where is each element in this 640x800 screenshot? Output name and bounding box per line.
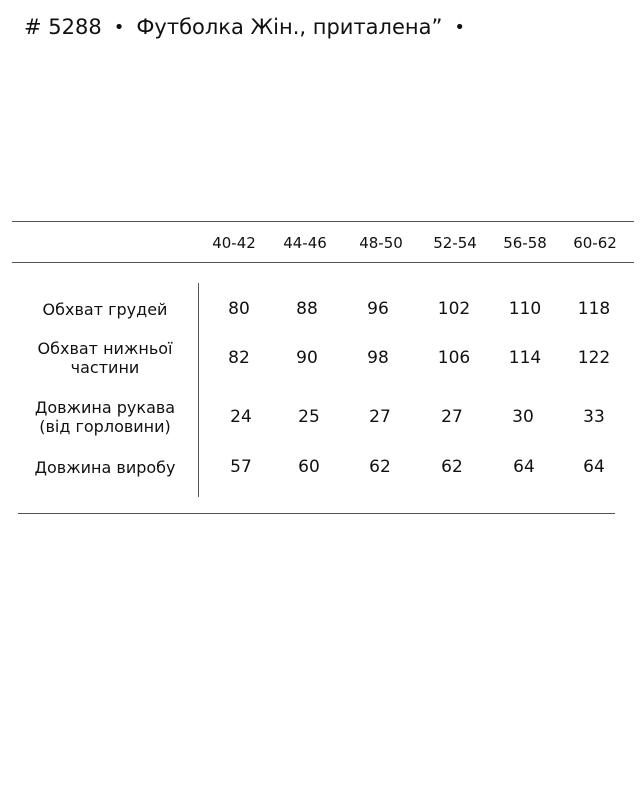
table-cell: 57 [230, 457, 252, 477]
table-cell: 27 [441, 407, 463, 427]
product-number: # 5288 [24, 15, 102, 39]
table-cell: 60 [298, 457, 320, 477]
table-cell: 96 [367, 299, 389, 319]
row-label-length: Довжина виробу [34, 458, 176, 477]
table-cell: 27 [369, 407, 391, 427]
page-title [24, 12, 477, 42]
table-cell: 90 [296, 348, 318, 368]
size-header: 60-62 [573, 234, 617, 252]
size-header: 48-50 [359, 234, 403, 252]
table-cell: 114 [508, 348, 542, 368]
row-label-hips: Обхват нижньої частини [37, 339, 173, 377]
label-column-divider [198, 283, 199, 497]
size-header: 56-58 [503, 234, 547, 252]
table-cell: 62 [441, 457, 463, 477]
table-cell: 106 [437, 348, 471, 368]
table-cell: 30 [512, 407, 534, 427]
table-cell: 102 [437, 299, 471, 319]
table-cell: 64 [513, 457, 535, 477]
size-header: 40-42 [212, 234, 256, 252]
table-cell: 80 [228, 299, 250, 319]
row-label-chest: Обхват грудей [42, 300, 168, 319]
product-name: Футболка Жін., приталена” [136, 15, 443, 39]
row-label-sleeve: Довжина рукава (від горловини) [34, 398, 176, 436]
table-cell: 88 [296, 299, 318, 319]
table-cell: 24 [230, 407, 252, 427]
table-cell: 82 [228, 348, 250, 368]
table-cell: 122 [577, 348, 611, 368]
table-top-divider [12, 221, 634, 222]
table-cell: 98 [367, 348, 389, 368]
table-cell: 62 [369, 457, 391, 477]
separator-dot: • [454, 16, 465, 38]
table-bottom-divider [18, 513, 615, 514]
table-cell: 64 [583, 457, 605, 477]
table-cell: 110 [508, 299, 542, 319]
table-cell: 118 [577, 299, 611, 319]
size-header: 52-54 [433, 234, 477, 252]
separator-dot: • [113, 16, 125, 38]
table-cell: 25 [298, 407, 320, 427]
size-header: 44-46 [283, 234, 327, 252]
table-cell: 33 [583, 407, 605, 427]
header-divider [12, 262, 634, 263]
